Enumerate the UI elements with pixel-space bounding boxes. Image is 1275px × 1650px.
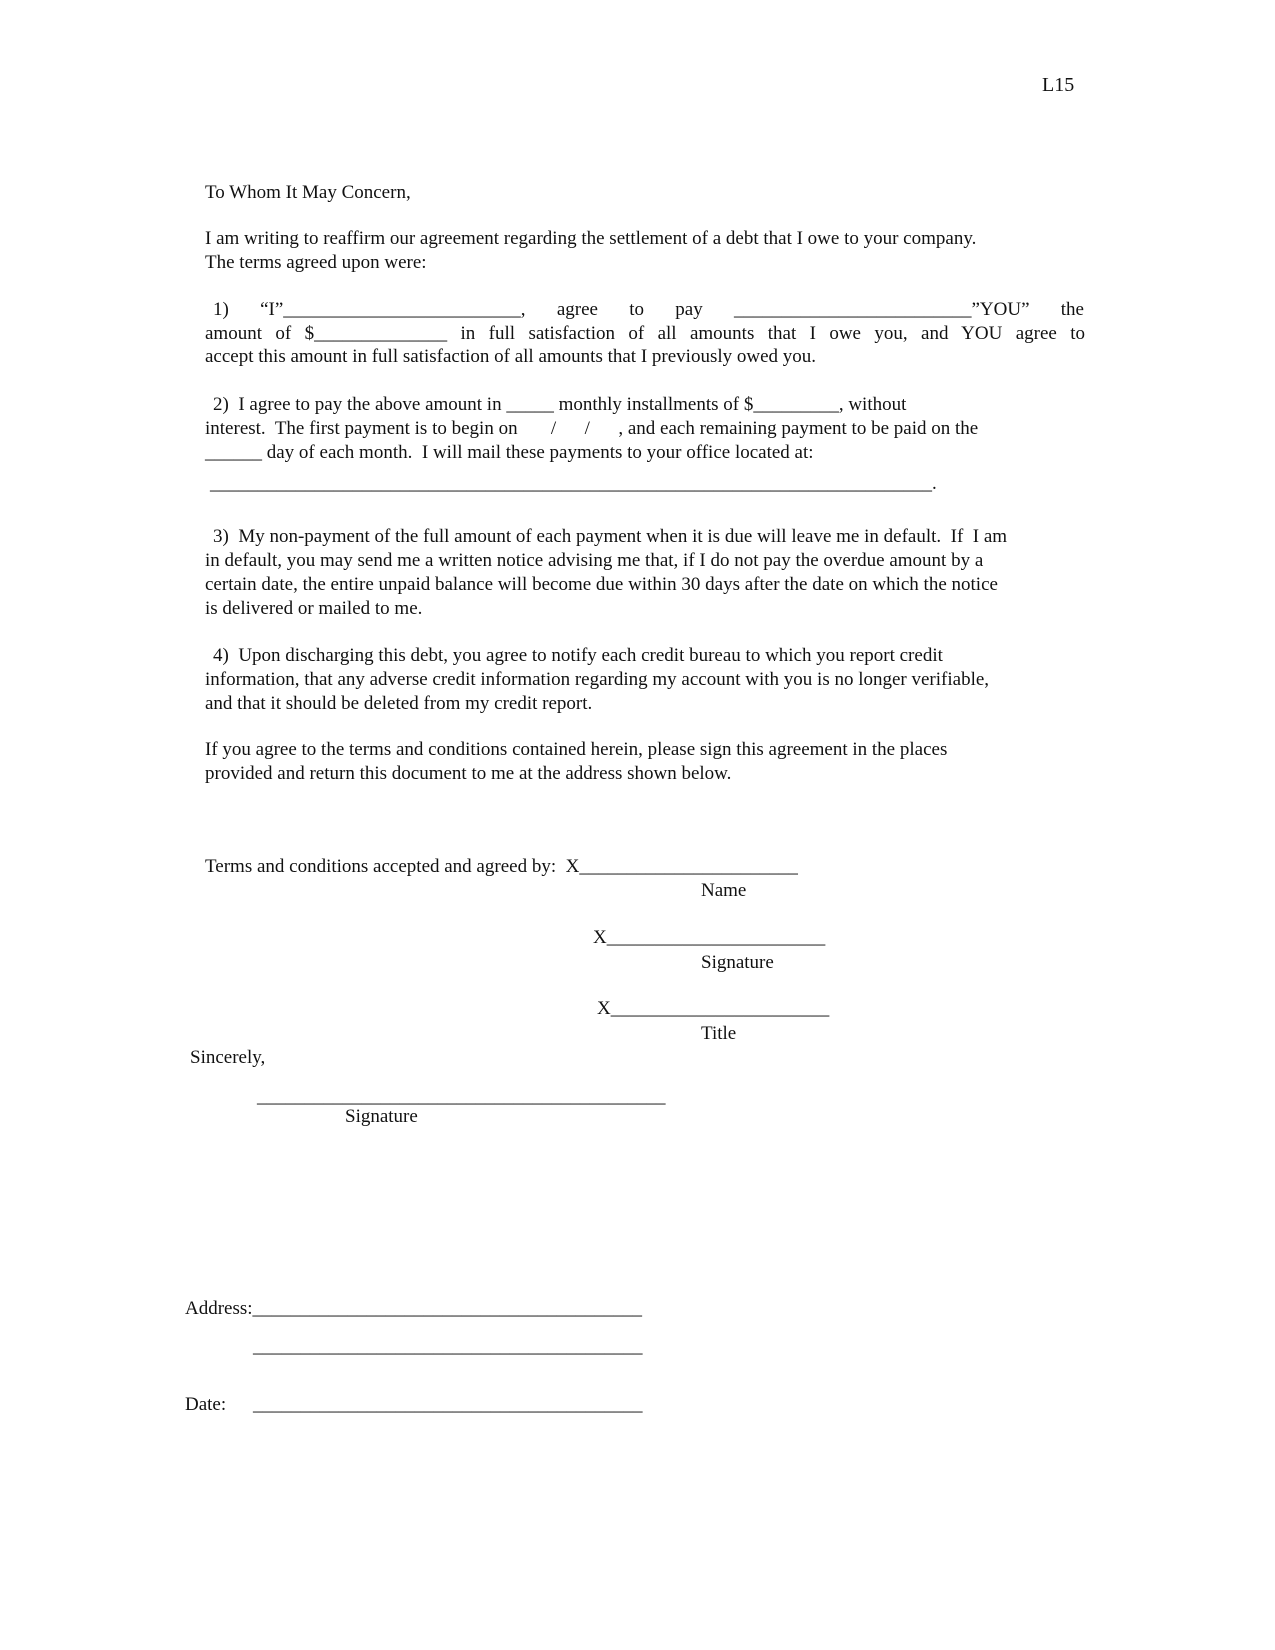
term-1-line: accept this amount in full satisfaction of all amounts that I previously owed you. [205,346,817,367]
term-2-line: interest. The first payment is to begin on / / , and each remaining payment to be paid on the [205,418,979,439]
intro-line: I am writing to reaffirm our agreement regarding the settlement of a debt that I owe to your company. [205,228,977,249]
title-field: X_______________________ [597,998,830,1019]
title-caption: Title [701,1023,737,1044]
closing-request-line: If you agree to the terms and conditions contained herein, please sign this agreement in the places [205,739,948,760]
term-2-line: ______ day of each month. I will mail these payments to your office located at: [205,442,814,463]
sincerely: Sincerely, [190,1047,266,1068]
term-3-line: in default, you may send me a written notice advising me that, if I do not pay the overdue amount by a [205,550,984,571]
date-label: Date: [185,1394,227,1415]
term-3-line: is delivered or mailed to me. [205,598,423,619]
address-second-line: _________________________________________ [253,1336,643,1357]
term-4-line: and that it should be deleted from my credit report. [205,693,593,714]
office-address-blank: ____________________________________________________________________________. [210,473,937,494]
date-field: _________________________________________ [253,1394,643,1415]
name-caption: Name [701,880,747,901]
address-field: Address:_________________________________________ [185,1298,643,1319]
term-3-line: 3) My non-payment of the full amount of each payment when it is due will leave me in default. If I am [213,526,1008,547]
term-3-line: certain date, the entire unpaid balance will become due within 30 days after the date on which the notice [205,574,998,595]
salutation: To Whom It May Concern, [205,182,411,203]
acceptance-name-field: Terms and conditions accepted and agreed by: X_______________________ [205,856,798,877]
term-2-line: 2) I agree to pay the above amount in _____ monthly installments of $_________, without [213,394,907,415]
sender-signature-caption: Signature [345,1106,418,1127]
sender-signature-line: ___________________________________________ [257,1086,666,1107]
term-4-line: information, that any adverse credit information regarding my account with you is no longer verifiable, [205,669,990,690]
term-1-line: 1) “I”_________________________, agree to pay _________________________”YOU” the [213,299,1084,320]
closing-request-line: provided and return this document to me at the address shown below. [205,763,732,784]
signature-caption: Signature [701,952,774,973]
intro-line: The terms agreed upon were: [205,252,427,273]
page-code: L15 [1042,74,1075,96]
signature-field: X_______________________ [593,927,826,948]
term-1-line: amount of $______________ in full satisfaction of all amounts that I owe you, and YOU agree to [205,323,1085,344]
term-4-line: 4) Upon discharging this debt, you agree to notify each credit bureau to which you report credit [213,645,943,666]
